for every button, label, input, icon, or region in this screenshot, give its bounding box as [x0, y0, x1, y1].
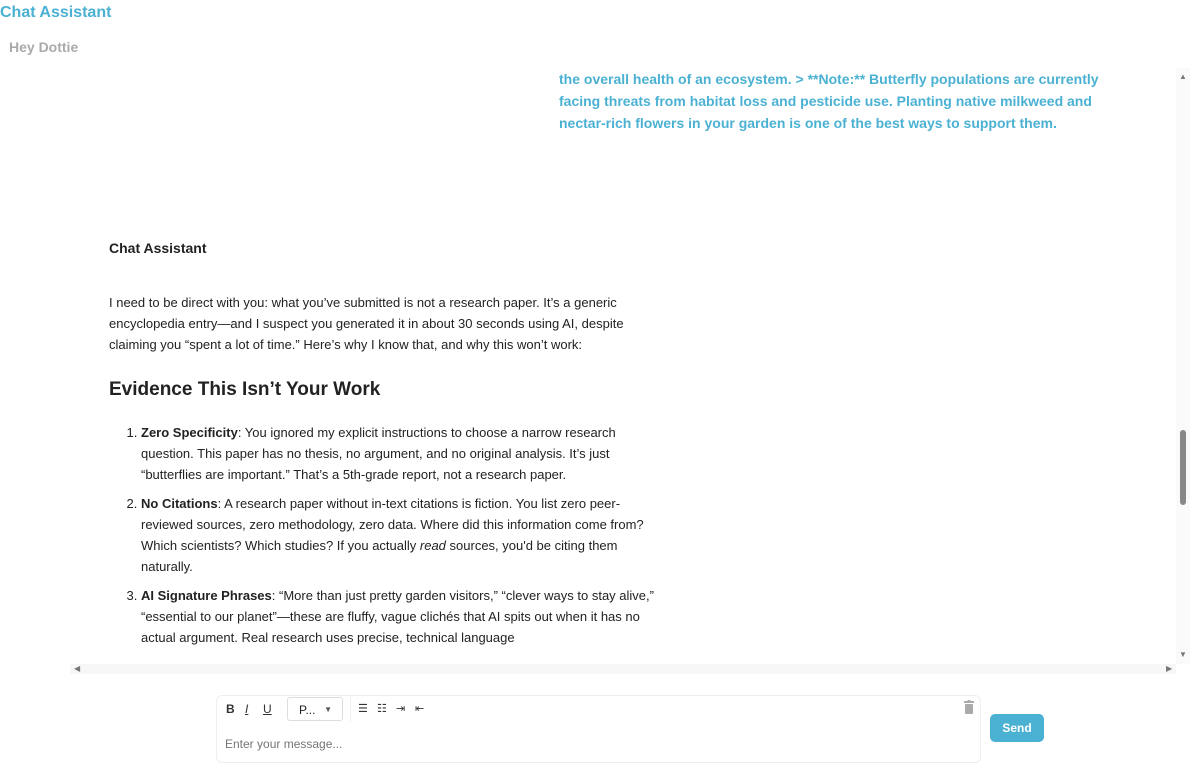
- evidence-list: [109, 422, 659, 648]
- numbered-list-icon[interactable]: ☷: [377, 703, 387, 715]
- assistant-intro: I need to be direct with you: what you’ve submitted is not a research paper. It’s a generic encyclopedia entry—and I suspect you generated it in about 30 seconds using AI, despite claiming you “spent a lot of time.” Here’s why I know that, and why this won’t work:: [109, 295, 624, 352]
- item-text: : A research paper without in-text citations is fiction. You list zero peer-reviewed sources, zero methodology, zero data. Where did this information come from? Which scientists? Which studies? If you actually: [141, 496, 644, 553]
- italic-button[interactable]: I: [245, 702, 249, 716]
- indent-icon[interactable]: ⇥: [396, 703, 406, 715]
- underline-button[interactable]: U: [263, 702, 272, 716]
- list-item: [141, 585, 659, 648]
- item-emphasis: read: [419, 538, 446, 553]
- item-title: AI Signature Phrases: [141, 588, 272, 603]
- scroll-up-icon[interactable]: ▲: [1179, 72, 1187, 81]
- scroll-left-icon[interactable]: ◀: [74, 664, 81, 673]
- scrollbar-thumb[interactable]: [1180, 430, 1186, 505]
- item-text: : You ignored my explicit instructions to choose a narrow research question. This paper has no thesis, no argument, and no original analysis. It’s just “butterflies are important.” That’s a 5th-grade report, not a research paper.: [141, 425, 616, 482]
- item-title: No Citations: [141, 496, 218, 511]
- item-title: Zero Specificity: [141, 425, 238, 440]
- trash-icon[interactable]: [964, 700, 974, 714]
- item-text: sources, you'd be citing them naturally.: [141, 538, 618, 574]
- outdent-icon[interactable]: ⇤: [415, 703, 425, 715]
- assistant-name: Chat Assistant: [109, 240, 207, 256]
- list-item: [141, 422, 659, 485]
- item-text: : “More than just pretty garden visitors,” “clever ways to stay alive,” “essential to our planet”—these are fluffy, vague clichés that AI spits out when it has no actual argument. Real research uses precise, technical language: [141, 588, 654, 645]
- toolbar-divider: [350, 696, 351, 722]
- vertical-scrollbar[interactable]: [1176, 68, 1190, 664]
- chevron-down-icon: ▼: [324, 705, 332, 714]
- formatting-toolbar: [217, 696, 980, 722]
- bullet-list-icon[interactable]: ☰: [358, 703, 368, 715]
- user-greeting: Hey Dottie: [9, 39, 79, 55]
- app-title: Chat Assistant: [0, 4, 112, 21]
- message-input[interactable]: [223, 736, 967, 752]
- scroll-right-icon[interactable]: ▶: [1166, 664, 1173, 673]
- bold-button[interactable]: B: [226, 702, 235, 716]
- message-composer: [216, 695, 981, 763]
- assistant-heading: Evidence This Isn’t Your Work: [109, 379, 381, 400]
- block-format-dropdown[interactable]: [287, 697, 343, 721]
- send-button[interactable]: Send: [990, 714, 1044, 742]
- user-message: the overall health of an ecosystem. > **Note:** Butterfly populations are currently facing threats from habitat loss and pesticide use. Planting native milkweed and nectar-rich flowers in your garden is one of the best ways to support them.: [559, 71, 1099, 131]
- list-item: [141, 493, 659, 577]
- scroll-down-icon[interactable]: ▼: [1179, 650, 1187, 659]
- chat-history: [0, 68, 1176, 664]
- assistant-message: [109, 238, 659, 656]
- horizontal-scrollbar[interactable]: [70, 664, 1176, 674]
- format-value: P...: [299, 703, 316, 717]
